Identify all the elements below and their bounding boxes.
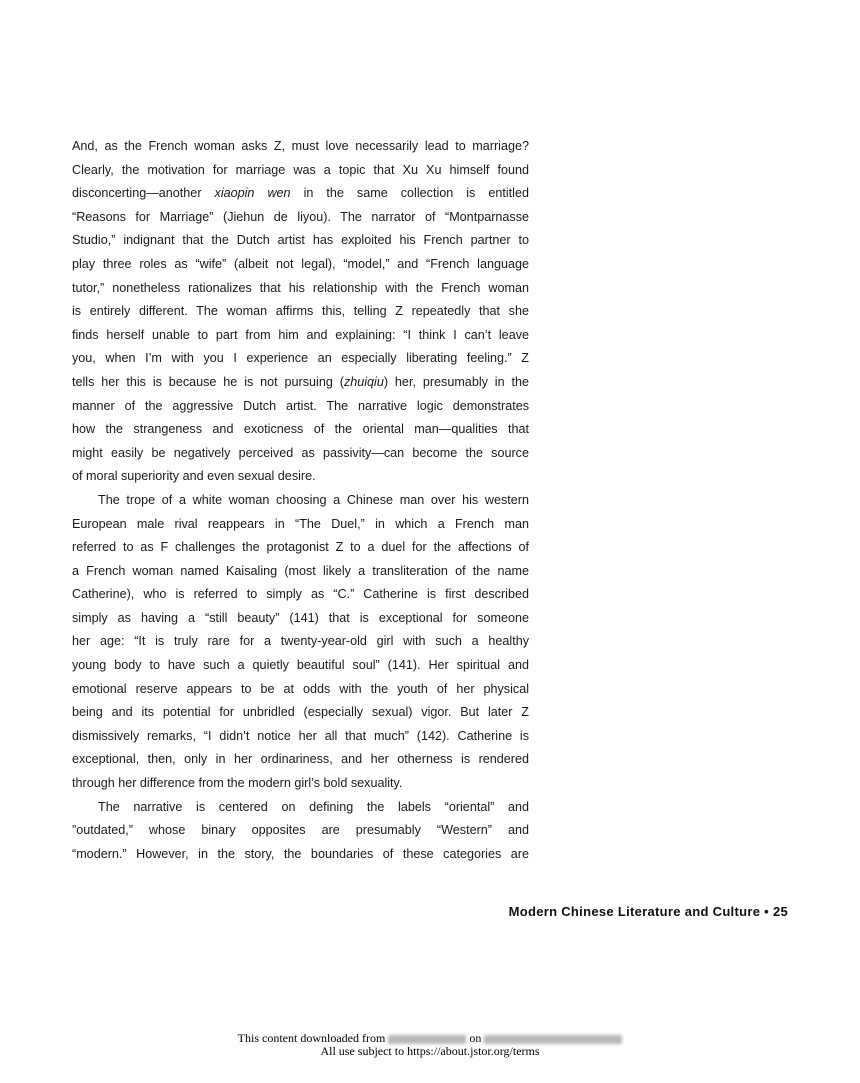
text-run: referred to as F challenges the protagonist Z to a duel for the affections of	[72, 540, 529, 555]
text-run: how the strangeness and exoticness of the oriental man—qualities that	[72, 422, 529, 437]
text-run: you, when I’m with you I experience an especially liberating feeling.” Z	[72, 351, 529, 366]
text-line	[72, 536, 529, 560]
text-line	[72, 229, 529, 253]
text-line	[72, 395, 529, 419]
text-run: ) her, presumably in the	[383, 374, 529, 389]
text-line	[72, 843, 529, 867]
text-run: tutor,” nonetheless rationalizes that his relationship with the French woman	[72, 280, 529, 295]
text-run: Clearly, the motivation for marriage was a topic that Xu Xu himself found	[72, 162, 529, 177]
text-run: exceptional, then, only in her ordinariness, and her otherness is rendered	[72, 752, 529, 767]
jstor-footer	[0, 1032, 860, 1058]
text-run: of moral superiority and even sexual desire.	[72, 469, 316, 484]
paragraph	[72, 796, 529, 867]
terms-notice: All use subject to https://about.jstor.org/terms	[320, 1044, 540, 1058]
text-line	[72, 324, 529, 348]
text-run: in the same collection is entitled	[290, 186, 529, 201]
text-run: The trope of a white woman choosing a Chinese man over his western	[98, 492, 529, 507]
text-run: And, as the French woman asks Z, must love necessarily lead to marriage?	[72, 139, 529, 153]
text-line	[72, 159, 529, 183]
download-notice: This content downloaded from on	[0, 1032, 860, 1045]
redacted-ip	[388, 1035, 466, 1044]
text-run: Catherine), who is referred to simply as “C.” Catherine is first described	[72, 587, 529, 602]
text-run: is entirely different. The woman affirms this, telling Z repeatedly that she	[72, 304, 529, 319]
text-run: European male rival reappears in “The Duel,” in which a French man	[72, 516, 529, 531]
text-run: being and its potential for unbridled (especially sexual) vigor. But later Z	[72, 705, 529, 720]
text-run: disconcerting—another	[72, 186, 215, 201]
italic-term: zhuiqiu	[343, 374, 384, 389]
text-run: through her difference from the modern girl’s bold sexuality.	[72, 776, 403, 791]
text-line	[72, 489, 529, 513]
redacted-date	[484, 1035, 622, 1044]
text-run: emotional reserve appears to be at odds with the youth of her physical	[72, 681, 529, 696]
text-run: might easily be negatively perceived as passivity—can become the source	[72, 445, 529, 460]
text-line	[72, 206, 529, 230]
text-line	[72, 347, 529, 371]
text-line	[72, 253, 529, 277]
text-line	[72, 182, 529, 206]
page-number: 25	[772, 904, 788, 919]
text-line	[72, 300, 529, 324]
text-line	[72, 135, 529, 159]
separator: •	[764, 904, 770, 919]
text-line	[72, 725, 529, 749]
paragraph	[72, 135, 529, 489]
text-line	[72, 607, 529, 631]
text-line	[72, 583, 529, 607]
body-text	[72, 135, 529, 866]
running-foot	[509, 904, 788, 919]
text-run: manner of the aggressive Dutch artist. The narrative logic demonstrates	[72, 398, 529, 413]
text-line	[72, 371, 529, 395]
text-run: a French woman named Kaisaling (most likely a transliteration of the name	[72, 563, 529, 578]
text-run: young body to have such a quietly beautiful soul” (141). Her spiritual and	[72, 658, 529, 673]
italic-term: xiaopin wen	[214, 186, 291, 201]
text-line	[72, 630, 529, 654]
text-run: “Reasons for Marriage” (Jiehun de liyou). The narrator of “Montparnasse	[72, 209, 529, 224]
text-line	[72, 819, 529, 843]
text-line	[72, 772, 529, 796]
text-line	[72, 654, 529, 678]
text-line	[72, 748, 529, 772]
text-line	[72, 560, 529, 584]
text-line	[72, 418, 529, 442]
text-run: “modern.” However, in the story, the boundaries of these categories are	[72, 846, 529, 861]
text-run: ”outdated,” whose binary opposites are presumably “Western” and	[72, 823, 529, 838]
text-line	[72, 277, 529, 301]
text-line	[72, 465, 529, 489]
text-run: dismissively remarks, “I didn’t notice her all that much” (142). Catherine is	[72, 728, 529, 743]
text-run: tells her this is because he is not pursuing (	[72, 374, 344, 389]
paragraph	[72, 489, 529, 796]
text-line	[72, 513, 529, 537]
text-line	[72, 678, 529, 702]
text-run: The narrative is centered on defining the labels “oriental” and	[98, 799, 529, 814]
text-line	[72, 442, 529, 466]
text-run: Studio,” indignant that the Dutch artist has exploited his French partner to	[72, 233, 529, 248]
text-line	[72, 701, 529, 725]
text-run: her age: “It is truly rare for a twenty-year-old girl with such a healthy	[72, 634, 529, 649]
text-run: simply as having a “still beauty” (141) that is exceptional for someone	[72, 610, 529, 625]
text-run: play three roles as “wife” (albeit not legal), “model,” and “French language	[72, 256, 529, 271]
journal-title: Modern Chinese Literature and Culture	[508, 904, 761, 919]
text-run: finds herself unable to part from him and explaining: “I think I can’t leave	[72, 327, 529, 342]
text-line	[72, 796, 529, 820]
